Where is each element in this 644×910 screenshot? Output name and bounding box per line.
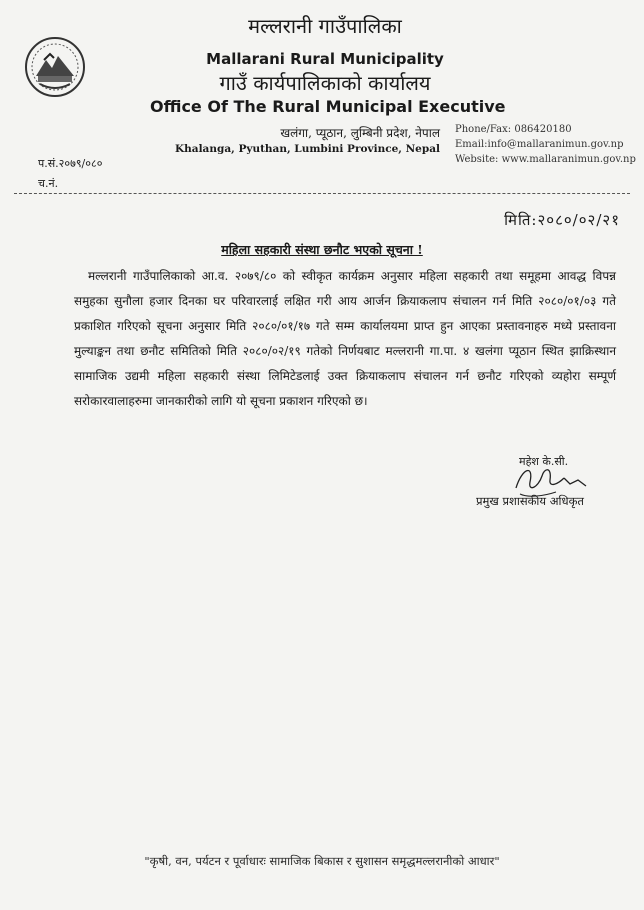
subject-line [0, 241, 644, 258]
chalani-number: च.नं. [38, 177, 59, 190]
patra-sankhya: प.सं.२०७९/०८० [38, 157, 103, 170]
letter-date: मिति:२०८०/०२/२१ [504, 211, 620, 229]
website: Website: www.mallaranimun.gov.np [455, 154, 636, 165]
phone-fax: Phone/Fax: 086420180 [455, 124, 572, 135]
address-english: Khalanga, Pyuthan, Lumbini Province, Nepal [175, 143, 440, 155]
municipality-emblem-icon [24, 36, 86, 98]
reference-numbers [38, 154, 102, 194]
municipality-name-nepali: मल्लरानी गाउँपालिका [248, 14, 402, 38]
contact-block [455, 122, 643, 167]
body-paragraph: मल्लरानी गाउँपालिकाको आ.व. २०७९/८० को स्वीकृत कार्यक्रम अनुसार महिला सहकारी तथा समूहमा आवद्ध विपन्न समुहका सुनौला हजार दिनका घर परिवारलाई लक्षित गरी आय आर्जन क्रियाकलाप संचालन गर्न मिति २०८०/०१/०३ गते प्रकाशित गरिएको सूचना अनुसार मिति २०८०/०१/१७ गते सम्म कार्यालयमा प्राप्त हुन आएका प्रस्तावनाहरु मध्ये प्रस्तावना मुल्याङ्कन तथा छनौट समितिको मिति २०८०/०२/१९ गतेको निर्णयबाट मल्लरानी गा.पा. ४ खलंगा प्यूठान स्थित झाक्रिस्थान सामाजिक उद्यमी महिला सहकारी संस्था लिमिटेडलाई उक्त क्रियाकलाप संचालन गर्न छनौट गरिएको व्यहोरा सम्पूर्ण सरोकारवालाहरुमा जानकारीको लागि यो सूचना प्रकाशन गरिएको छ। [74, 269, 616, 408]
office-name-nepali: गाउँ कार्यपालिकाको कार्यालय [219, 71, 431, 95]
footer-slogan: "कृषी, वन, पर्यटन र पूर्वाधारः सामाजिक बिकास र सुशासन समृद्धमल्लरानीको आधार" [144, 854, 500, 868]
office-name-english: Office Of The Rural Municipal Executive [150, 97, 506, 116]
email: Email:info@mallaranimun.gov.np [455, 139, 624, 150]
signatory-name: महेश के.सी. [519, 455, 569, 468]
signatory-title: प्रमुख प्रशासकीय अधिकृत [476, 494, 584, 508]
subject-text: महिला सहकारी संस्था छनौट भएको सूचना ! [221, 242, 423, 257]
address-nepali: खलंगा, प्यूठान, लुम्बिनी प्रदेश, नेपाल [280, 126, 440, 140]
municipality-name-english: Mallarani Rural Municipality [206, 50, 444, 68]
header-divider [14, 193, 630, 194]
